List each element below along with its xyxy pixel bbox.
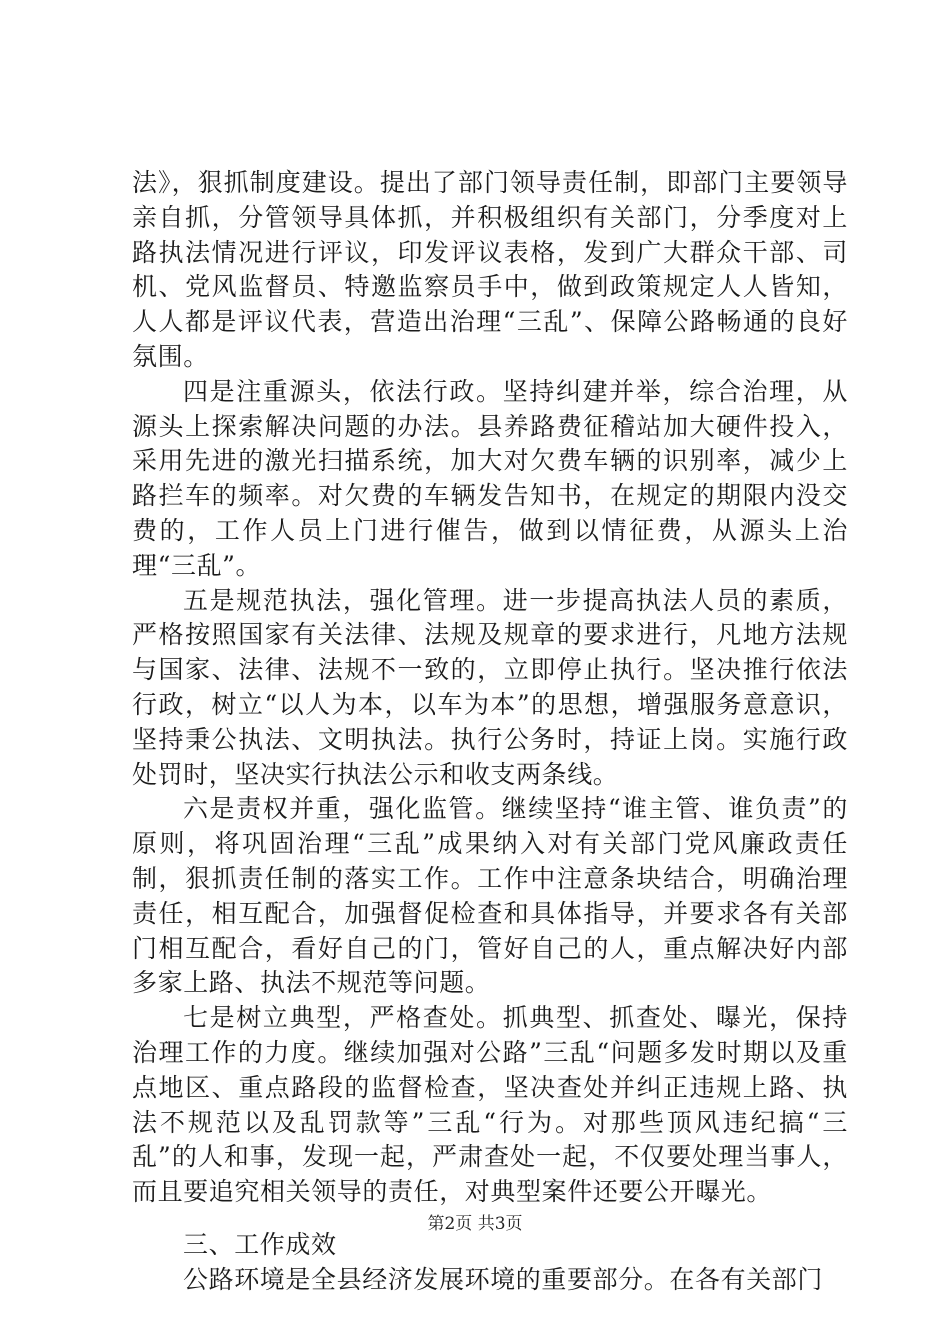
page-number: 第2页 共3页	[427, 1214, 523, 1234]
section-heading: 三、工作成效	[183, 1229, 337, 1259]
paragraph-point-seven: 七是树立典型，严格查处。抓典型、抓查处、曝光，保持治理工作的力度。继续加强对公路”三乱“问题多发时期以及重点地区、重点路段的监督检查，坚决查处并纠正违规上路、执法不规范以及乱罚款等”三乱“行为。对那些顶风违纪搞“三乱”的人和事，发现一起，严肃查处一起，不仅要处理当事人，而且要追究相关领导的责任，对典型案件还要公开曝光。	[132, 1003, 848, 1207]
paragraph-continuation: 法》，狠抓制度建设。提出了部门领导责任制，即部门主要领导亲自抓，分管领导具体抓，并积极组织有关部门，分季度对上路执法情况进行评议，印发评议表格，发到广大群众干部、司机、党风监督员、特邀监察员手中，做到政策规定人人皆知，人人都是评议代表，营造出治理“三乱”、保障公路畅通的良好氛围。	[132, 168, 848, 371]
paragraph-point-four: 四是注重源头，依法行政。坚持纠建并举，综合治理，从源头上探索解决问题的办法。县养路费征稽站加大硬件投入，采用先进的激光扫描系统，加大对欠费车辆的识别率，减少上路拦车的频率。对欠费的车辆发告知书，在规定的期限内没交费的，工作人员上门进行催告，做到以情征费，从源头上治理“三乱”。	[132, 376, 848, 580]
document-body	[132, 166, 848, 1298]
paragraph-point-six: 六是责权并重，强化监管。继续坚持“谁主管、谁负责”的原则，将巩固治理“三乱”成果纳入对有关部门党风廉政责任制，狠抓责任制的落实工作。工作中注意条块结合，明确治理责任，相互配合，加强督促检查和具体指导，并要求各有关部门相互配合，看好自己的门，管好自己的人，重点解决好内部多家上路、执法不规范等问题。	[132, 794, 848, 998]
paragraph-point-five: 五是规范执法，强化管理。进一步提高执法人员的素质，严格按照国家有关法律、法规及规章的要求进行，凡地方法规与国家、法律、法规不一致的，立即停止执行。坚决推行依法行政，树立“以人为本，以车为本”的思想，增强服务意意识，坚持秉公执法、文明执法。执行公务时，持证上岗。实施行政处罚时，坚决实行执法公示和收支两条线。	[132, 585, 848, 789]
paragraph-results: 公路环境是全县经济发展环境的重要部分。在各有关部门	[183, 1264, 824, 1294]
